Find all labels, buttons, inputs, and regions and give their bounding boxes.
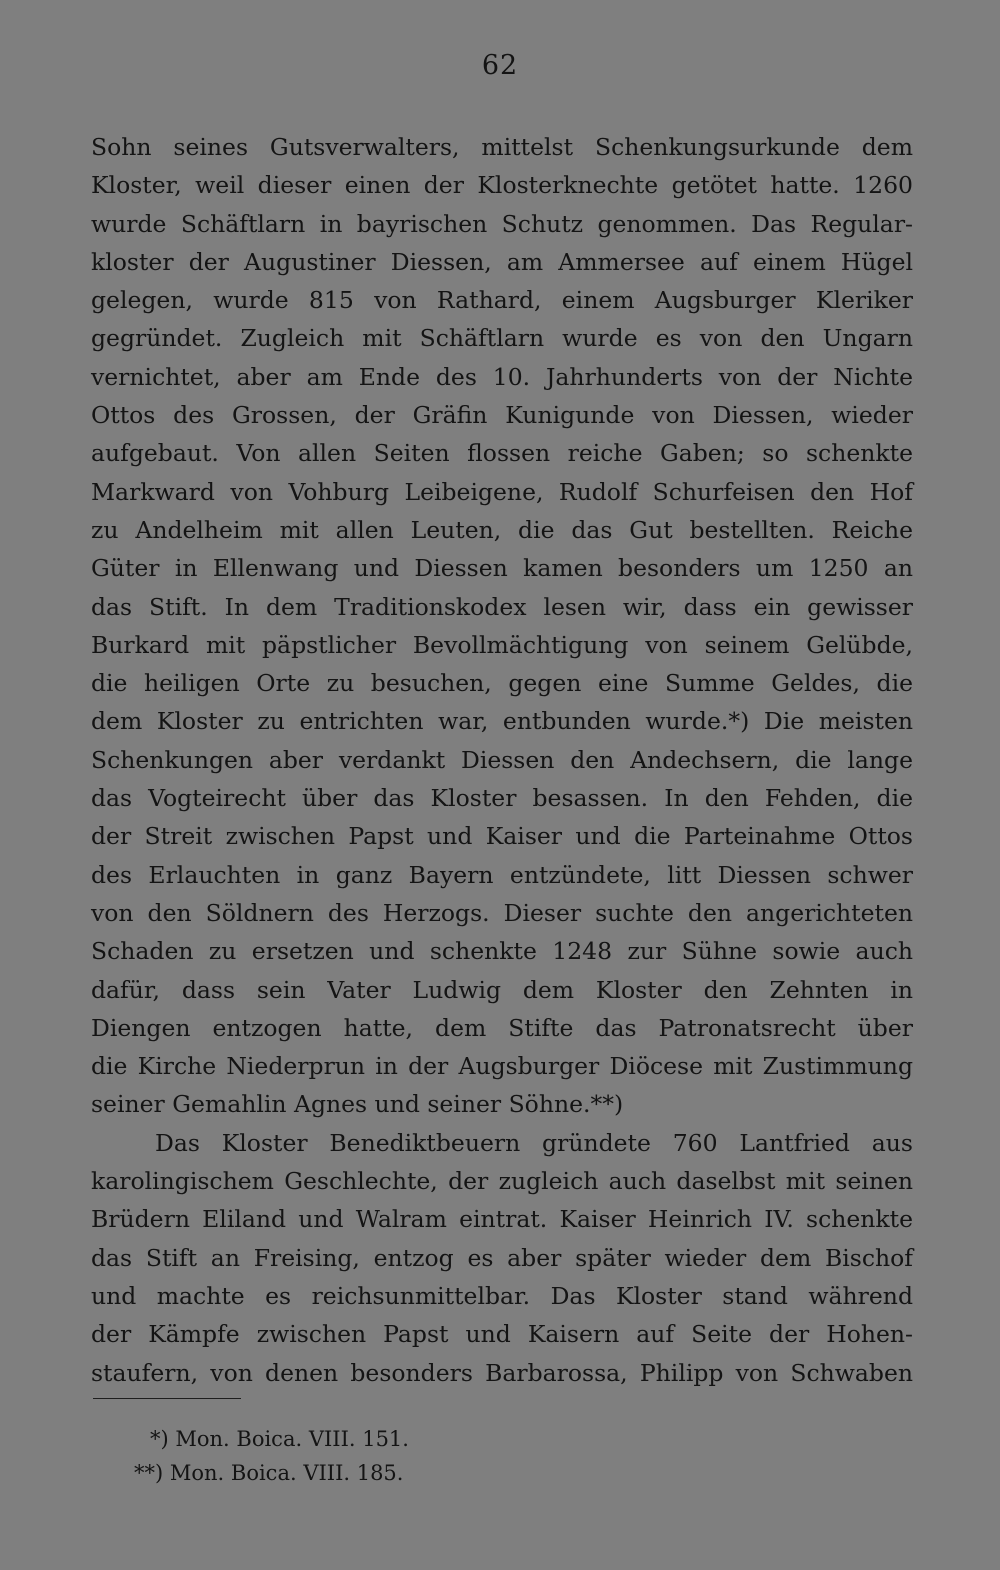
text-line: Brüdern Eliland und Walram eintrat. Kaiser Heinrich IV. schenkte — [91, 1205, 913, 1234]
text-line: Schaden zu ersetzen und schenkte 1248 zur Sühne sowie auch — [91, 937, 913, 966]
text-line: die Kirche Niederprun in der Augsburger Diöcese mit Zustimmung — [91, 1052, 913, 1081]
text-line: das Stift. In dem Traditionskodex lesen wir, dass ein gewisser — [91, 592, 913, 621]
body-text — [91, 128, 913, 1392]
text-line: des Erlauchten in ganz Bayern entzündete, litt Diessen schwer — [91, 860, 913, 889]
text-line: der Streit zwischen Papst und Kaiser und die Parteinahme Ottos — [91, 822, 913, 851]
text-line: gelegen, wurde 815 von Rathard, einem Augsburger Kleriker — [91, 286, 913, 315]
text-line: Ottos des Grossen, der Gräfin Kunigunde von Diessen, wieder — [91, 401, 913, 430]
text-line: Güter in Ellenwang und Diessen kamen besonders um 1250 an — [91, 554, 913, 583]
text-line: Markward von Vohburg Leibeigene, Rudolf Schurfeisen den Hof — [91, 477, 913, 506]
text-line: kloster der Augustiner Diessen, am Ammersee auf einem Hügel — [91, 247, 913, 276]
text-line: wurde Schäftlarn in bayrischen Schutz genommen. Das Regular- — [91, 209, 913, 238]
text-line: aufgebaut. Von allen Seiten flossen reiche Gaben; so schenkte — [91, 439, 913, 468]
footnote: **) Mon. Boica. VIII. 185. — [134, 1461, 404, 1485]
text-line: dafür, dass sein Vater Ludwig dem Kloster den Zehnten in — [91, 975, 913, 1004]
text-line: das Vogteirecht über das Kloster besassen. In den Fehden, die — [91, 784, 913, 813]
text-line: und machte es reichsunmittelbar. Das Kloster stand während — [91, 1281, 913, 1310]
footnote: *) Mon. Boica. VIII. 151. — [150, 1427, 409, 1451]
text-line: der Kämpfe zwischen Papst und Kaisern auf Seite der Hohen- — [91, 1320, 913, 1349]
page-number: 62 — [481, 50, 519, 81]
text-line: karolingischem Geschlechte, der zugleich auch daselbst mit seinen — [91, 1167, 913, 1196]
text-line: gegründet. Zugleich mit Schäftlarn wurde es von den Ungarn — [91, 324, 913, 353]
text-line: Kloster, weil dieser einen der Klosterknechte getötet hatte. 1260 — [91, 171, 913, 200]
text-line: die heiligen Orte zu besuchen, gegen eine Summe Geldes, die — [91, 669, 913, 698]
text-line: Diengen entzogen hatte, dem Stifte das Patronatsrecht über — [91, 1013, 913, 1042]
text-line: von den Söldnern des Herzogs. Dieser suchte den angerichteten — [91, 898, 913, 927]
text-line: Schenkungen aber verdankt Diessen den Andechsern, die lange — [91, 745, 913, 774]
text-line-paragraph-end: seiner Gemahlin Agnes und seiner Söhne.**) — [91, 1090, 624, 1119]
footnotes — [134, 1422, 409, 1490]
text-line: dem Kloster zu entrichten war, entbunden wurde.*) Die meisten — [91, 707, 913, 736]
text-line: staufern, von denen besonders Barbarossa, Philipp von Schwaben — [91, 1358, 913, 1387]
text-line: das Stift an Freising, entzog es aber später wieder dem Bischof — [91, 1243, 913, 1272]
text-line: zu Andelheim mit allen Leuten, die das Gut bestellten. Reiche — [91, 515, 913, 544]
text-line: Burkard mit päpstlicher Bevollmächtigung von seinem Gelübde, — [91, 630, 913, 659]
text-line-paragraph-start: Das Kloster Benediktbeuern gründete 760 Lantfried aus — [155, 1128, 913, 1157]
text-line: Sohn seines Gutsverwalters, mittelst Schenkungsurkunde dem — [91, 133, 913, 161]
footnote-separator — [93, 1398, 241, 1399]
text-line: vernichtet, aber am Ende des 10. Jahrhunderts von der Nichte — [91, 362, 913, 391]
